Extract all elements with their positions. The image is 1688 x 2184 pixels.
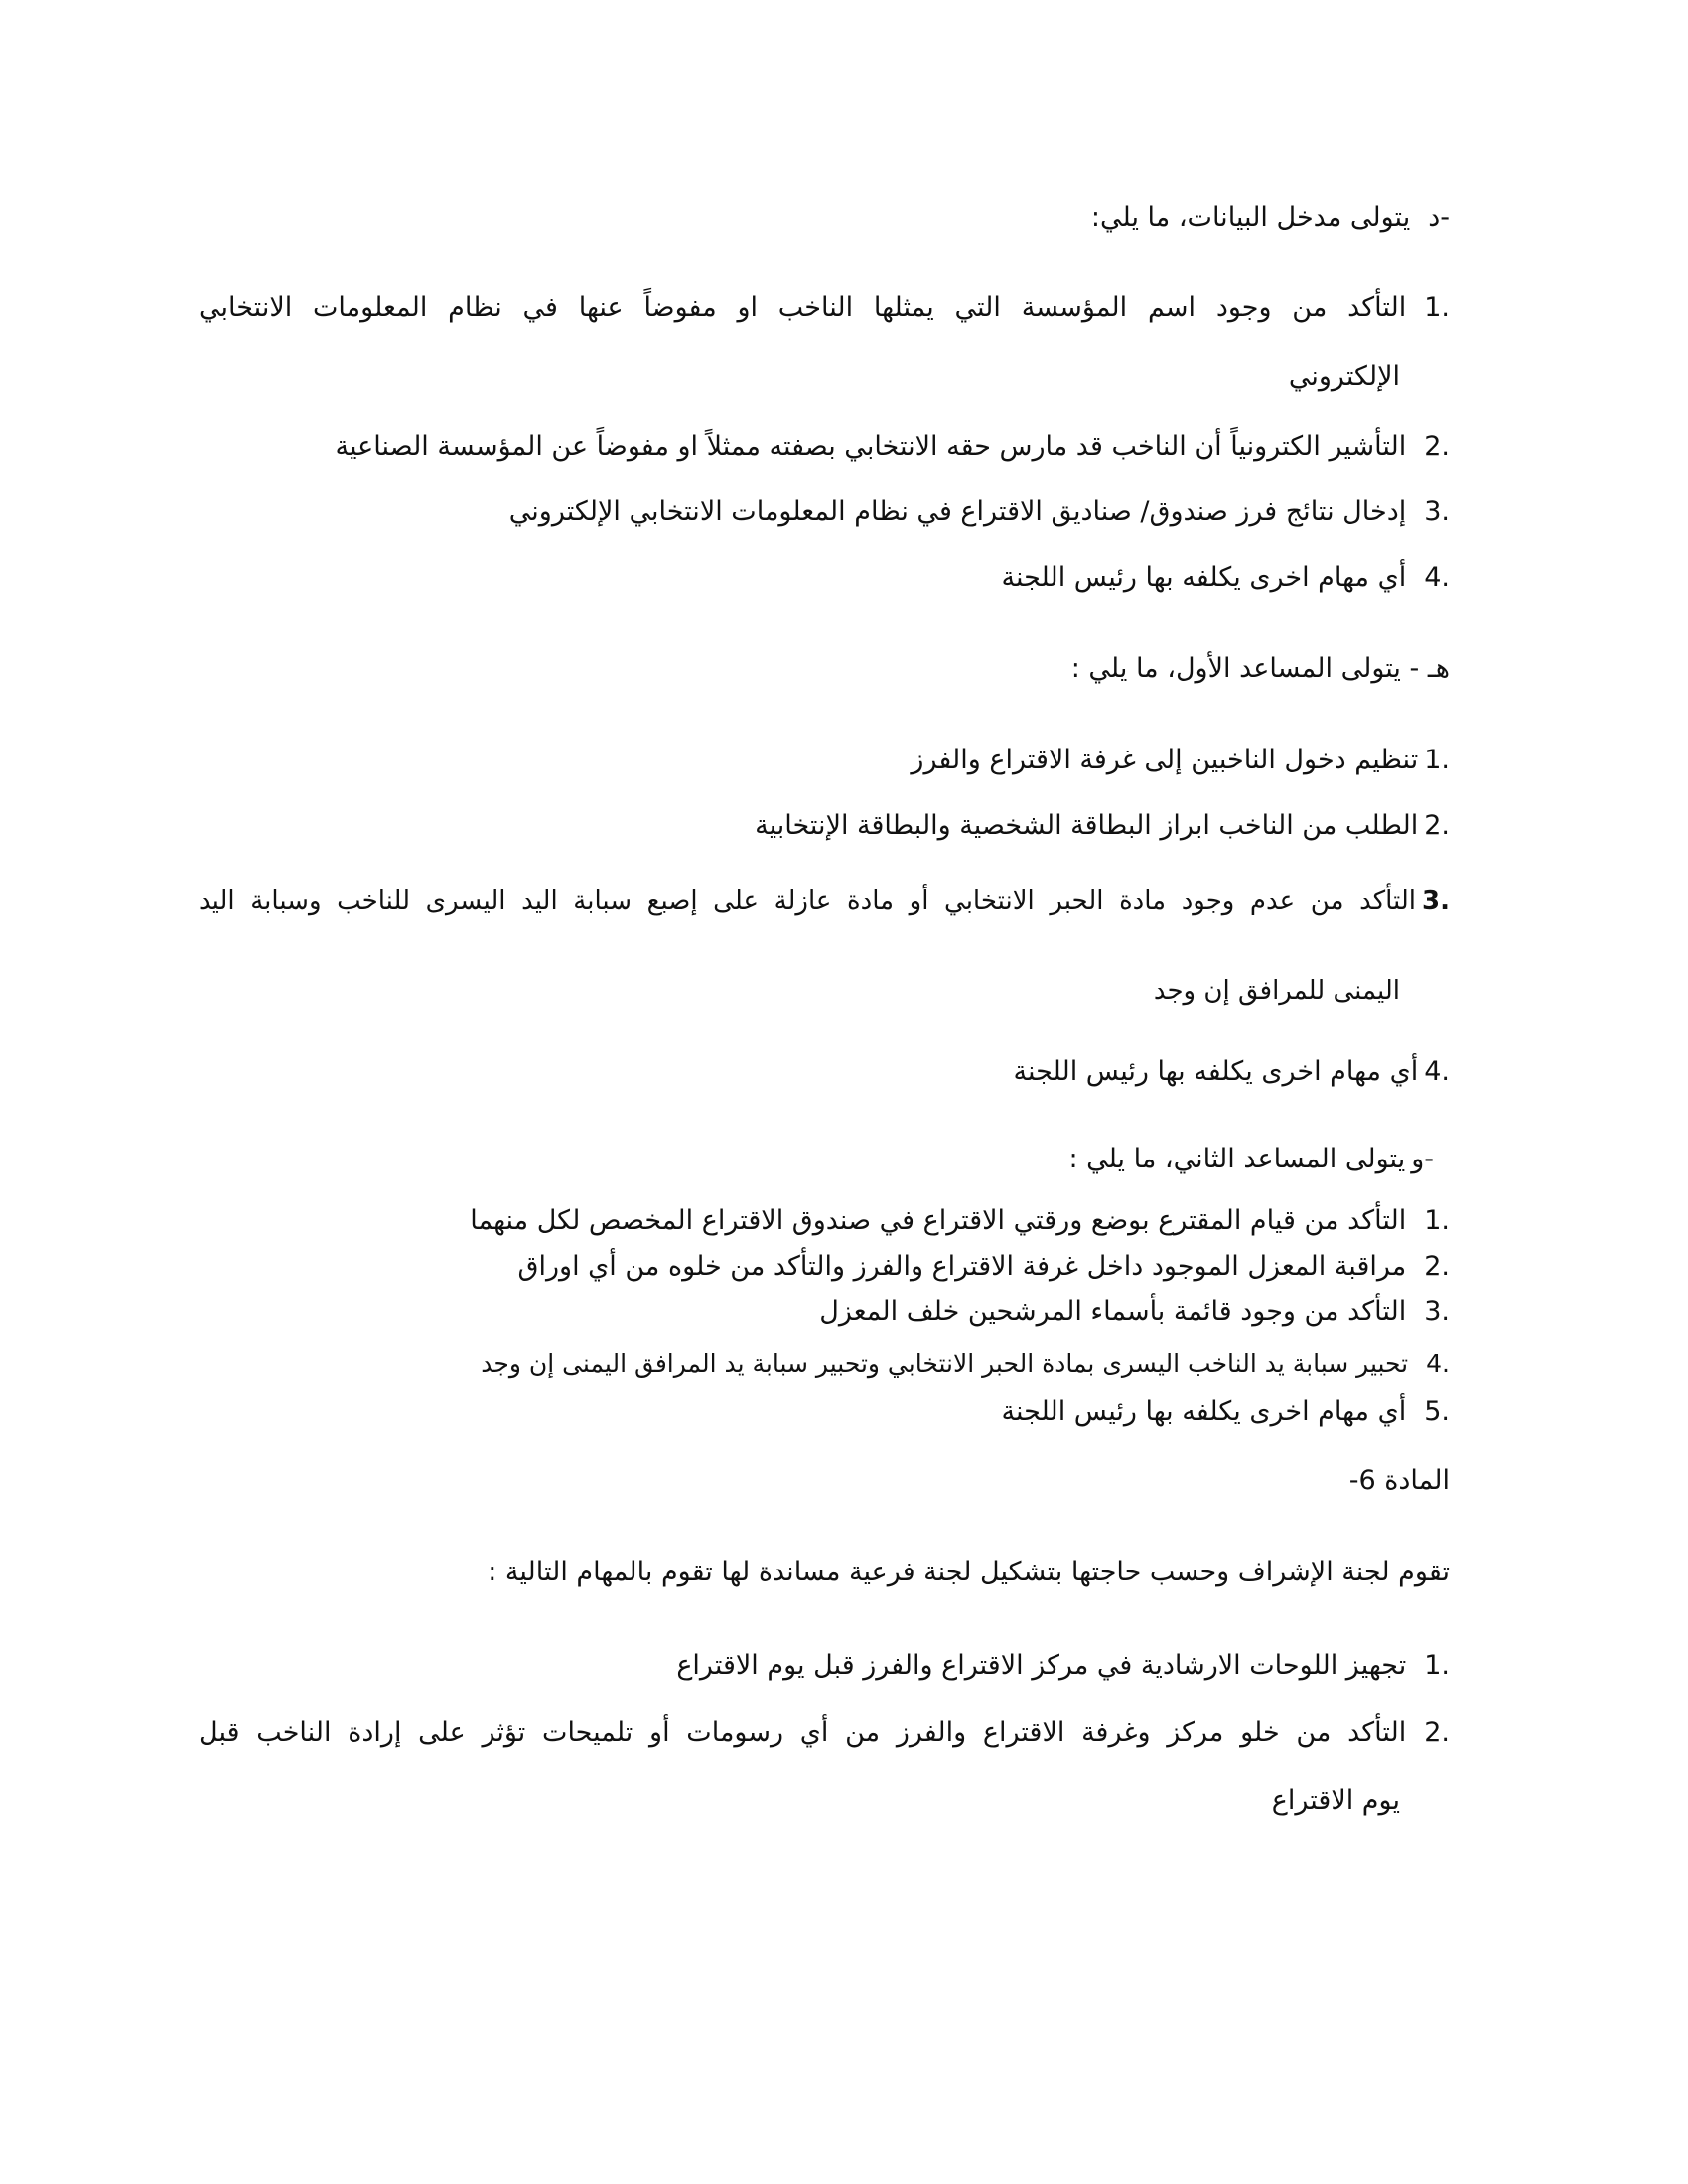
item-text: أي مهام اخرى يكلفه بها رئيس اللجنة bbox=[1001, 562, 1407, 593]
item-text: التأكد من قيام المقترع بوضع ورقتي الاقتراع في صندوق الاقتراع المخصص لكل منهما bbox=[470, 1205, 1407, 1236]
section-w-item bbox=[481, 1346, 1450, 1382]
section-h-item bbox=[1014, 1054, 1451, 1090]
section-d-heading-text: يتولى مدخل البيانات، ما يلي: bbox=[1090, 203, 1411, 233]
section-h-item bbox=[911, 743, 1450, 778]
item-number: 2. bbox=[1424, 431, 1450, 462]
item-text: إدخال نتائج فرز صندوق/ صناديق الاقتراع في نظام المعلومات الانتخابي الإلكتروني bbox=[508, 496, 1407, 527]
section-w-item bbox=[470, 1203, 1450, 1239]
article-item bbox=[199, 1715, 1450, 1751]
section-h-item bbox=[755, 808, 1450, 844]
section-d-item bbox=[1002, 560, 1451, 596]
item-number: 2. bbox=[1424, 1717, 1450, 1748]
item-number: 3. bbox=[1424, 496, 1450, 527]
section-h-heading: هـ - يتولى المساعد الأول، ما يلي : bbox=[1070, 653, 1450, 684]
item-number: 3. bbox=[1422, 887, 1450, 916]
section-d-marker: د- bbox=[1428, 203, 1450, 233]
item-text: أي مهام اخرى يكلفه بها رئيس اللجنة bbox=[1013, 1056, 1419, 1087]
section-h-item bbox=[199, 884, 1450, 919]
article-intro: تقوم لجنة الإشراف وحسب حاجتها بتشكيل لجنة فرعية مساندة لها تقوم بالمهام التالية : bbox=[488, 1557, 1450, 1587]
item-number: 1. bbox=[1424, 1650, 1450, 1681]
item-text: التأكد من خلو مركز وغرفة الاقتراع والفرز من أي رسومات أو تلميحات تؤثر على إرادة الناخب قبل bbox=[199, 1717, 1407, 1748]
section-d-item bbox=[199, 290, 1450, 326]
article-title: المادة 6- bbox=[1348, 1465, 1450, 1496]
item-text: التأشير الكترونياً أن الناخب قد مارس حقه الانتخابي بصفته ممثلاً او مفوضاً عن المؤسسة الصناعية bbox=[335, 431, 1407, 462]
item-text: تحبير سبابة يد الناخب اليسرى بمادة الحبر الانتخابي وتحبير سبابة يد المرافق اليمنى إن وجد bbox=[481, 1349, 1409, 1378]
item-text: مراقبة المعزل الموجود داخل غرفة الاقتراع والفرز والتأكد من خلوه من أي اوراق bbox=[517, 1251, 1407, 1282]
item-number: 1. bbox=[1424, 745, 1450, 775]
item-number: 2. bbox=[1424, 1251, 1450, 1282]
section-w-item bbox=[819, 1295, 1450, 1330]
section-d-item bbox=[336, 429, 1450, 465]
section-w-marker: و- bbox=[1411, 1144, 1434, 1174]
item-text: التأكد من وجود اسم المؤسسة التي يمثلها الناخب او مفوضاً عنها في نظام المعلومات الانتخابي bbox=[199, 292, 1407, 323]
item-number: 4. bbox=[1424, 562, 1450, 593]
item-number: 1. bbox=[1424, 1205, 1450, 1236]
item-number: 3. bbox=[1424, 1297, 1450, 1327]
item-text: التأكد من عدم وجود مادة الحبر الانتخابي أو مادة عازلة على إصبع سبابة اليد اليسرى للناخب وسبابة اليد bbox=[199, 887, 1417, 916]
article-item bbox=[676, 1648, 1450, 1684]
section-w-heading-text: يتولى المساعد الثاني، ما يلي : bbox=[1068, 1144, 1406, 1174]
section-w-heading bbox=[1068, 1142, 1434, 1177]
item-number: 5. bbox=[1424, 1396, 1450, 1427]
section-d-item bbox=[509, 494, 1450, 530]
section-w-item bbox=[518, 1249, 1450, 1285]
section-w-item bbox=[1002, 1394, 1451, 1430]
item-number: 4. bbox=[1426, 1349, 1450, 1378]
item-text: تنظيم دخول الناخبين إلى غرفة الاقتراع والفرز bbox=[911, 745, 1419, 775]
item-text: تجهيز اللوحات الارشادية في مركز الاقتراع والفرز قبل يوم الاقتراع bbox=[676, 1650, 1407, 1681]
item-text: أي مهام اخرى يكلفه بها رئيس اللجنة bbox=[1001, 1396, 1407, 1427]
item-number: 1. bbox=[1424, 292, 1450, 323]
section-d-item-continuation: الإلكتروني bbox=[1288, 361, 1400, 392]
item-text: الطلب من الناخب ابراز البطاقة الشخصية والبطاقة الإنتخابية bbox=[755, 810, 1419, 841]
item-number: 2. bbox=[1424, 810, 1450, 841]
item-text: التأكد من وجود قائمة بأسماء المرشحين خلف المعزل bbox=[819, 1297, 1407, 1327]
section-d-heading bbox=[1091, 201, 1450, 236]
item-number: 4. bbox=[1424, 1056, 1450, 1087]
section-h-item-continuation: اليمنى للمرافق إن وجد bbox=[1153, 976, 1400, 1006]
article-item-continuation: يوم الاقتراع bbox=[1271, 1785, 1400, 1816]
